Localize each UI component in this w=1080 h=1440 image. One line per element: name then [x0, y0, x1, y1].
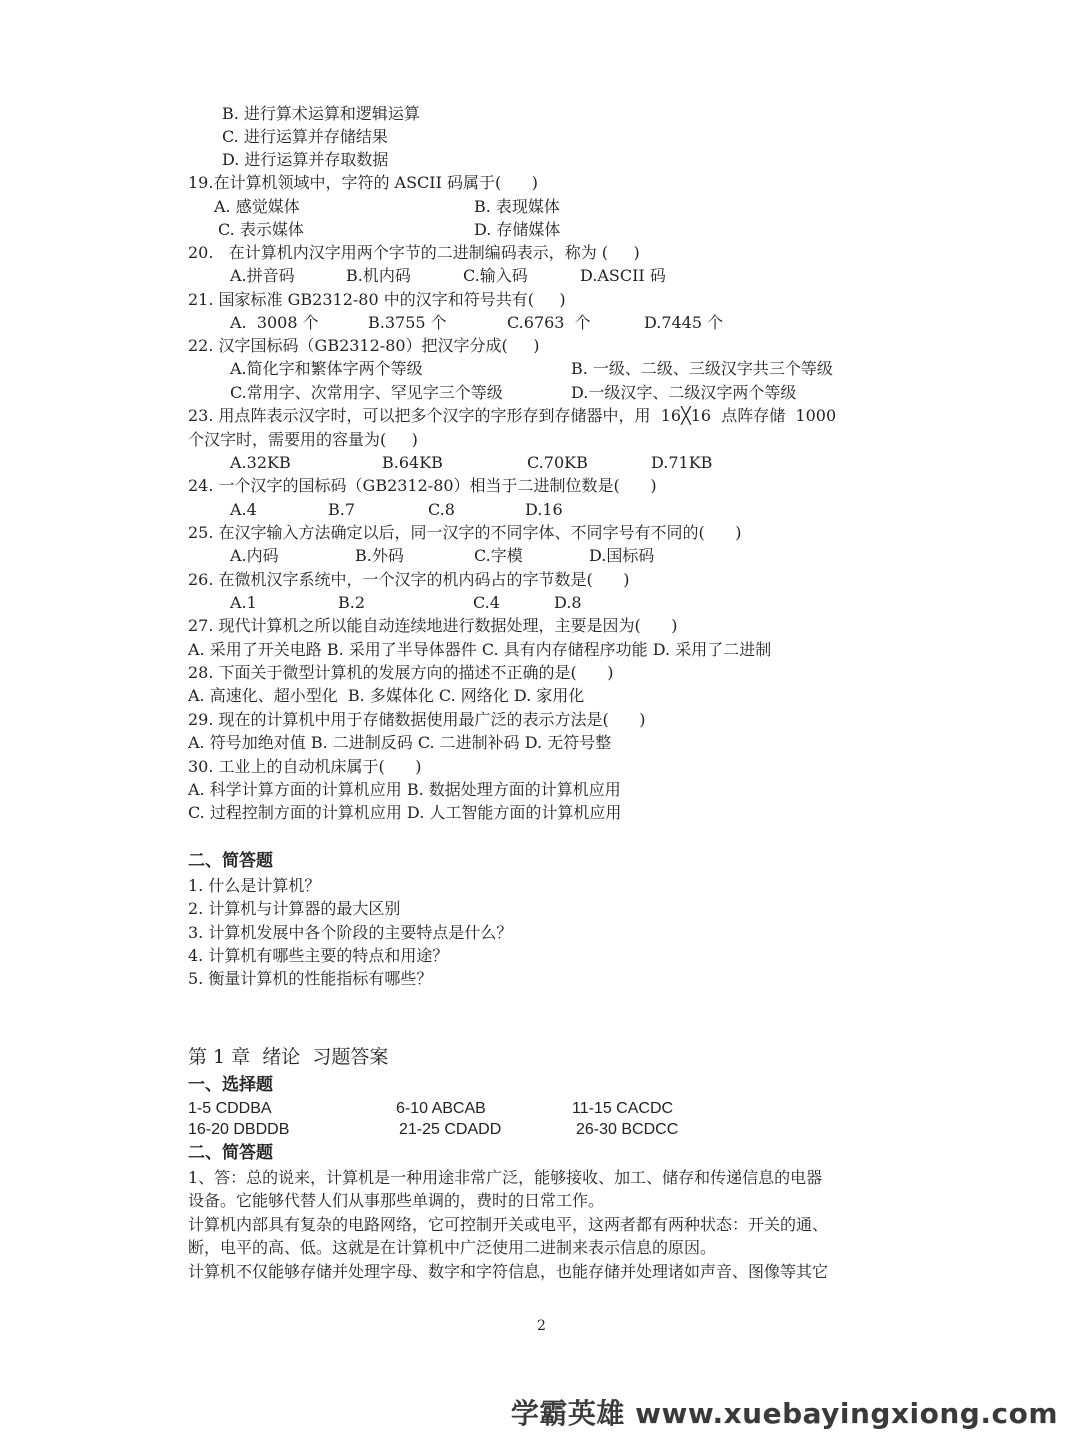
q18-option-b: B. 进行算术运算和逻辑运算	[222, 104, 420, 123]
q22-option-d: D.一级汉字、二级汉字两个等级	[571, 383, 797, 402]
q23-option-d: D.71KB	[651, 453, 713, 472]
q30-options-line2: C. 过程控制方面的计算机应用 D. 人工智能方面的计算机应用	[188, 803, 622, 822]
q26-option-b: B.2	[338, 593, 366, 612]
answer-key: 26-30 BCDCC	[576, 1121, 679, 1138]
chapter-answer-title: 第 1 章 绪论 习题答案	[188, 1046, 389, 1068]
answer-paragraph-line: 计算机不仅能够存储并处理字母、数字和字符信息，也能存储并处理诸如声音、图像等其它	[188, 1262, 829, 1281]
answer-paragraph-line: 计算机内部具有复杂的电路网络，它可控制开关或电平，这两者都有两种状态：开关的通、	[188, 1215, 829, 1234]
q23-option-a: A.32KB	[230, 453, 291, 472]
q30-stem: 30. 工业上的自动机床属于( )	[188, 757, 422, 776]
q26-option-a: A.1	[230, 593, 257, 612]
q27-stem: 27. 现代计算机之所以能自动连续地进行数据处理，主要是因为( )	[188, 616, 678, 635]
q21-stem: 21. 国家标准 GB2312-80 中的汉字和符号共有( )	[188, 290, 566, 309]
q23-stem-line2: 个汉字时，需要用的容量为( )	[188, 430, 418, 449]
q25-option-c: C.字模	[474, 546, 523, 565]
q21-option-d: D.7445 个	[644, 313, 724, 332]
q20-option-d: D.ASCII 码	[580, 266, 666, 285]
page-number: 2	[537, 1318, 546, 1334]
q25-option-b: B.外码	[355, 546, 404, 565]
q20-option-b: B.机内码	[346, 266, 411, 285]
short-answer-item: 2. 计算机与计算器的最大区别	[188, 899, 401, 918]
answer-key: 6-10 ABCAB	[396, 1100, 486, 1117]
q23-option-c: C.70KB	[527, 453, 588, 472]
q28-options: A. 高速化、超小型化 B. 多媒体化 C. 网络化 D. 家用化	[188, 686, 585, 705]
q24-option-c: C.8	[428, 500, 455, 519]
short-answer-item: 1. 什么是计算机？	[188, 876, 321, 895]
answer-paragraph-line: 设备。它能够代替人们从事那些单调的，费时的日常工作。	[188, 1191, 605, 1210]
q25-option-a: A.内码	[230, 546, 279, 565]
q19-option-b: B. 表现媒体	[474, 197, 560, 216]
q22-option-c: C.常用字、次常用字、罕见字三个等级	[230, 383, 503, 402]
q21-option-a: A. 3008 个	[230, 313, 319, 332]
short-answer-item: 5. 衡量计算机的性能指标有哪些？	[188, 969, 433, 988]
q19-stem: 19.在计算机领域中，字符的 ASCII 码属于( )	[188, 173, 539, 192]
choice-answer-heading: 一、选择题	[188, 1075, 273, 1095]
q23-stem-line1: 23. 用点阵表示汉字时，可以把多个汉字的字形存到存储器中，用 16╳16 点阵存储 1000	[188, 406, 837, 425]
q30-options-line1: A. 科学计算方面的计算机应用 B. 数据处理方面的计算机应用	[188, 780, 621, 799]
q18-option-c: C. 进行运算并存储结果	[222, 127, 388, 146]
q22-option-a: A.简化字和繁体字两个等级	[230, 359, 423, 378]
q19-option-c: C. 表示媒体	[218, 220, 304, 239]
short-answer-item: 3. 计算机发展中各个阶段的主要特点是什么？	[188, 923, 513, 942]
q20-option-a: A.拼音码	[230, 266, 295, 285]
q24-option-a: A.4	[230, 500, 257, 519]
q29-options: A. 符号加绝对值 B. 二进制反码 C. 二进制补码 D. 无符号整	[188, 733, 612, 752]
answer-key: 21-25 CDADD	[399, 1121, 502, 1138]
short-answer-item: 4. 计算机有哪些主要的特点和用途？	[188, 946, 449, 965]
q20-option-c: C.输入码	[463, 266, 528, 285]
q20-stem: 20. 在计算机内汉字用两个字节的二进制编码表示，称为 ( )	[188, 243, 640, 262]
q22-stem: 22. 汉字国标码（GB2312-80）把汉字分成( )	[188, 336, 540, 355]
answer-key: 11-15 CACDC	[572, 1100, 674, 1117]
q18-option-d: D. 进行运算并存取数据	[222, 150, 389, 169]
answer-paragraph-line: 断，电平的高、低。这就是在计算机中广泛使用二进制来表示信息的原因。	[188, 1238, 717, 1257]
site-watermark: 学霸英雄 www.xuebayingxiong.com	[510, 1397, 1058, 1430]
q26-option-d: D.8	[554, 593, 582, 612]
q21-option-c: C.6763 个	[507, 313, 591, 332]
q27-options: A. 采用了开关电路 B. 采用了半导体器件 C. 具有内存储程序功能 D. 采用了二进制	[188, 640, 772, 659]
short-answer-heading: 二、简答题	[188, 851, 273, 871]
q26-option-c: C.4	[473, 593, 500, 612]
q24-stem: 24. 一个汉字的国标码（GB2312-80）相当于二进制位数是( )	[188, 476, 657, 495]
q24-option-d: D.16	[525, 500, 563, 519]
q19-option-d: D. 存储媒体	[474, 220, 561, 239]
answer-paragraph-line: 1、答：总的说来，计算机是一种用途非常广泛，能够接收、加工、储存和传递信息的电器	[188, 1168, 823, 1187]
answer-key: 16-20 DBDDB	[188, 1121, 290, 1138]
q19-option-a: A. 感觉媒体	[214, 197, 300, 216]
answer-key: 1-5 CDDBA	[188, 1100, 272, 1117]
q28-stem: 28. 下面关于微型计算机的发展方向的描述不正确的是( )	[188, 663, 614, 682]
q25-stem: 25. 在汉字输入方法确定以后，同一汉字的不同字体、不同字号有不同的( )	[188, 523, 742, 542]
q21-option-b: B.3755 个	[368, 313, 447, 332]
short-answer-key-heading: 二、简答题	[188, 1143, 273, 1163]
q26-stem: 26. 在微机汉字系统中，一个汉字的机内码占的字节数是( )	[188, 570, 630, 589]
q25-option-d: D.国标码	[589, 546, 655, 565]
q22-option-b: B. 一级、二级、三级汉字共三个等级	[571, 359, 833, 378]
q24-option-b: B.7	[328, 500, 356, 519]
q23-option-b: B.64KB	[382, 453, 443, 472]
q29-stem: 29. 现在的计算机中用于存储数据使用最广泛的表示方法是( )	[188, 710, 646, 729]
